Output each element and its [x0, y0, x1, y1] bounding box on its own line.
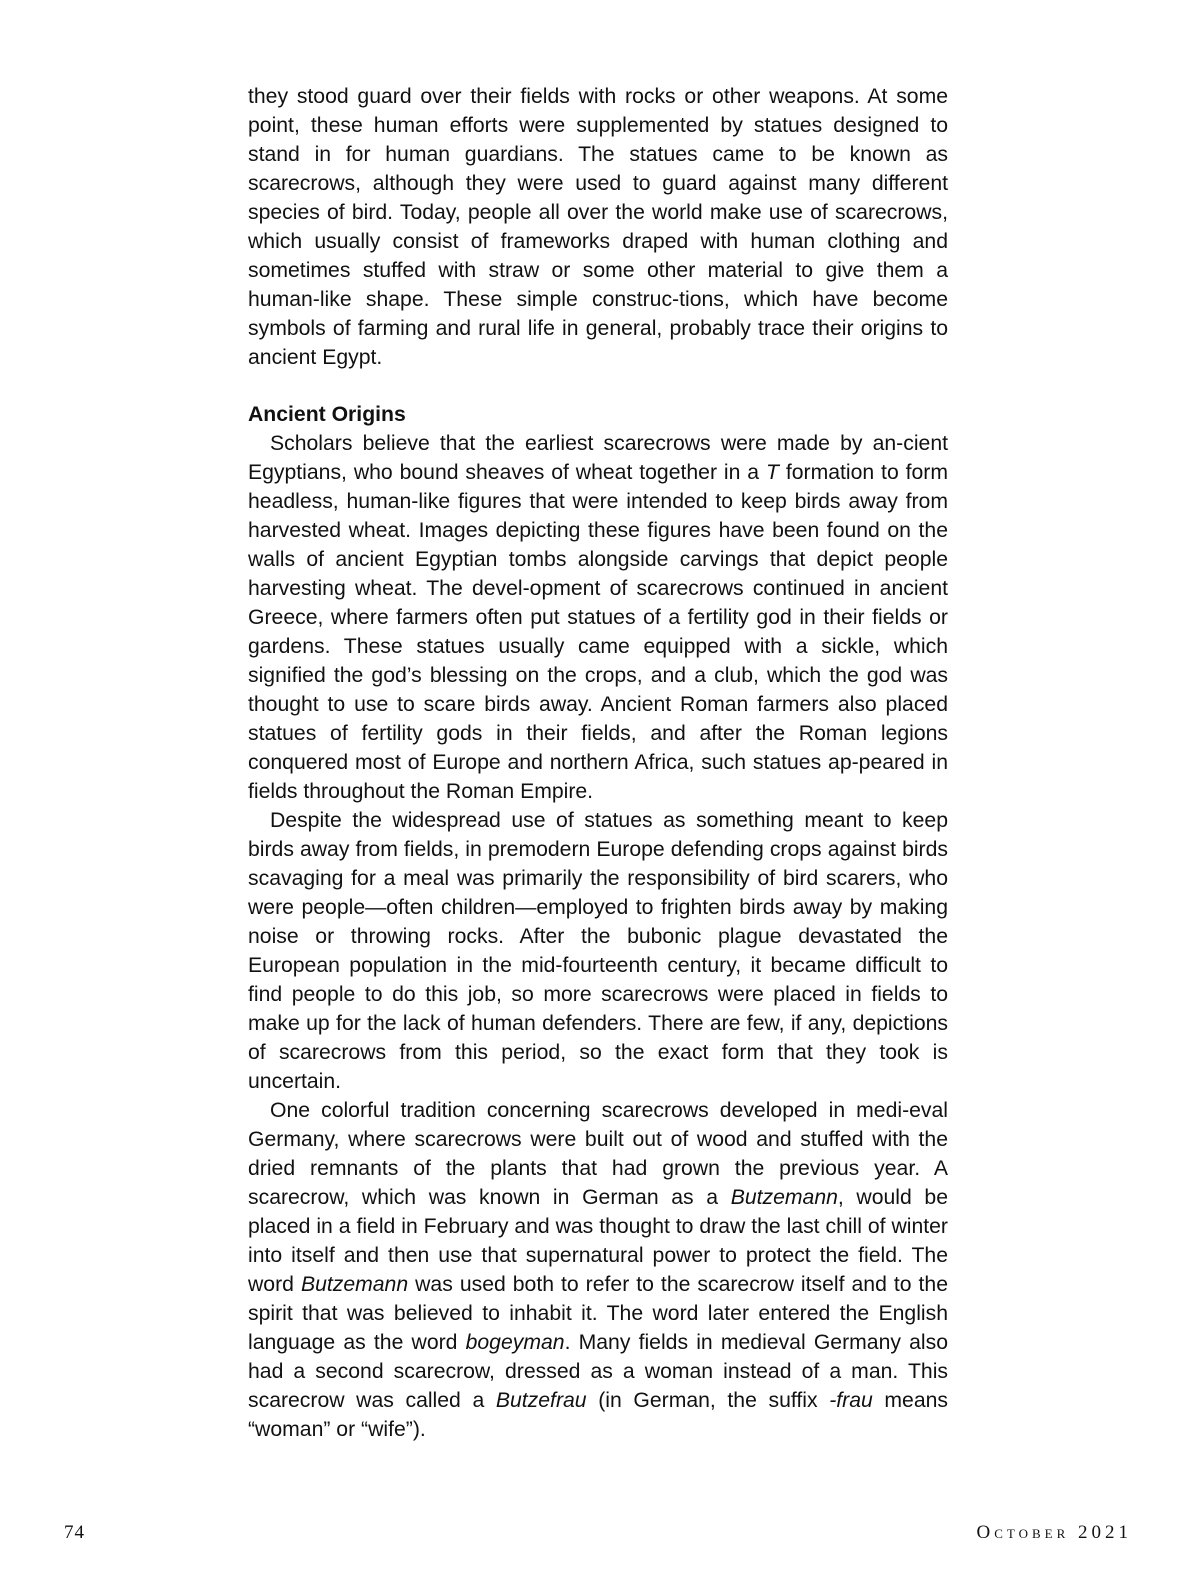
page-number: 74: [64, 1522, 85, 1543]
paragraph-text: (in German, the suffix: [586, 1389, 830, 1412]
italic-term: -frau: [829, 1389, 873, 1412]
italic-term: Butzemann: [730, 1186, 838, 1209]
paragraph-text: . Many fields in medieval Germany also had a second scarecrow, dressed as a woman instead of a man. This scarecrow was called a: [248, 1331, 948, 1412]
paragraph-text: was used both to refer to the scarecrow itself and to the spirit that was believed to inhabit it. The word later entered the English language as the word: [248, 1273, 948, 1354]
paragraph-text: One colorful tradition concerning scarecrows developed in medi-eval Germany, where scarecrows were built out of wood and stuffed with the dried remnants of the plants that had grown the previous year. A scarecrow, which was known in German as a: [248, 1099, 948, 1209]
article-body: [248, 82, 948, 1444]
paragraph-egyptian-origins: [248, 429, 948, 806]
paragraph-text: means “woman” or “wife”).: [248, 1389, 948, 1441]
issue-date: October 2021: [976, 1522, 1132, 1543]
intro-paragraph: they stood guard over their fields with rocks or other weapons. At some point, these human efforts were supplemented by statues designed to stand in for human guardians. The statues came to be known as scarecrows, although they were used to guard against many different species of bird. Today, people all over the world make use of scarecrows, which usually consist of frameworks draped with human clothing and sometimes stuffed with straw or some other material to give them a human-like shape. These simple construc-tions, which have become symbols of farming and rural life in general, probably trace their origins to ancient Egypt.: [248, 85, 948, 369]
section-heading: Ancient Origins: [248, 403, 406, 426]
paragraph-german-tradition: [248, 1096, 948, 1444]
italic-term: Butzemann: [300, 1273, 409, 1296]
paragraph-text: Scholars believe that the earliest scarecrows were made by an-cient Egyptians, who bound sheaves of wheat together in a: [248, 432, 948, 484]
paragraph-text: , would be placed in a field in February and was thought to draw the last chill of winter into itself and then use that supernatural power to protect the field. The word: [248, 1186, 948, 1296]
italic-term: bogeyman: [465, 1331, 565, 1354]
italic-term: T: [765, 461, 779, 484]
paragraph-text: formation to form headless, human-like figures that were intended to keep birds away from harvested wheat. Images depicting these figures have been found on the walls of ancient Egyptian tombs alongside carvings that depict people harvesting wheat. The devel-opment of scarecrows continued in ancient Greece, where farmers often put statues of a fertility god in their fields or gardens. These statues usually came equipped with a sickle, which signified the god’s blessing on the crops, and a club, which the god was thought to use to scare birds away. Ancient Roman farmers also placed statues of fertility gods in their fields, and after the Roman legions conquered most of Europe and northern Africa, such statues ap-peared in fields throughout the Roman Empire.: [248, 461, 949, 803]
italic-term: Butzefrau: [495, 1389, 587, 1412]
paragraph-bird-scarers: Despite the widespread use of statues as something meant to keep birds away from fields, in premodern Europe defending crops against birds scavaging for a meal was primarily the responsibility of bird scarers, who were people—often children—employed to frighten birds away by making noise or throwing rocks. After the bubonic plague devastated the European population in the mid-fourteenth century, it became difficult to find people to do this job, so more scarecrows were placed in fields to make up for the lack of human defenders. There are few, if any, depictions of scarecrows from this period, so the exact form that they took is uncertain.: [248, 809, 948, 1093]
